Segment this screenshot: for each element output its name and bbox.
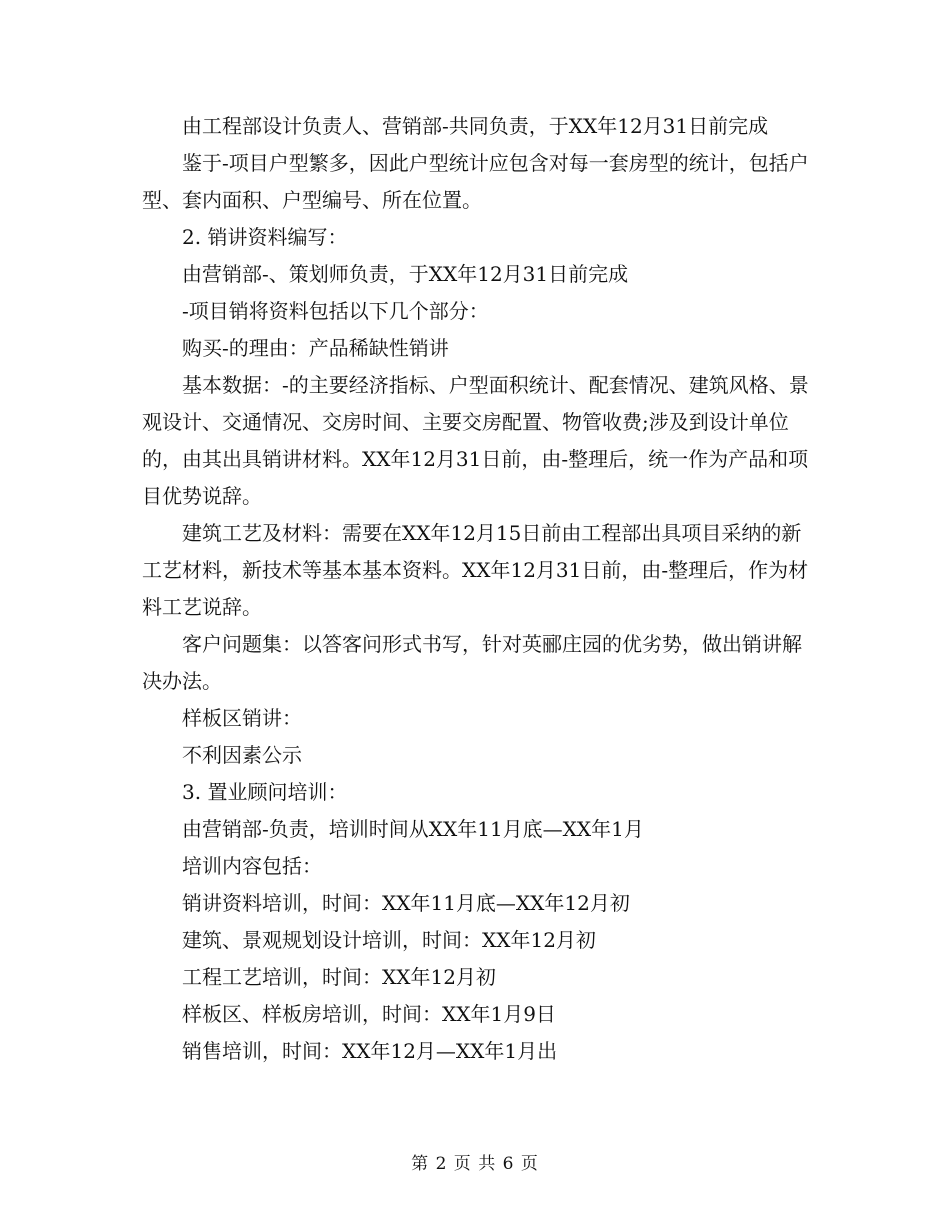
paragraph: 基本数据：-的主要经济指标、户型面积统计、配套情况、建筑风格、景观设计、交通情况、交房时间、主要交房配置、物管收费;涉及到设计单位的，由其出具销讲材料。XX年12月31日前，由-整理后，统一作为产品和项目优势说辞。 [142,373,809,508]
paragraph: 由营销部-负责，培训时间从XX年11月底—XX年1月 [182,817,644,841]
paragraph: 购买-的理由：产品稀缺性销讲 [182,336,449,360]
paragraph: 销售培训，时间：XX年12月—XX年1月出 [182,1039,558,1063]
paragraph: 工程工艺培训，时间：XX年12月初 [182,965,496,989]
paragraph: 样板区、样板房培训，时间：XX年1月9日 [182,1002,556,1026]
paragraph: 客户问题集：以答客问形式书写，针对英郦庄园的优劣势，做出销讲解决办法。 [142,632,802,693]
paragraph: 建筑、景观规划设计培训，时间：XX年12月初 [182,928,596,952]
paragraph: 3. 置业顾问培训： [182,780,348,804]
paragraph: 2. 销讲资料编写： [182,225,348,249]
paragraph: 培训内容包括： [182,854,322,878]
paragraph: 不利因素公示 [182,743,302,767]
paragraph: -项目销将资料包括以下几个部分： [182,299,489,323]
page-number-footer: 第 2 页 共 6 页 [411,1154,539,1174]
paragraph: 鉴于-项目户型繁多，因此户型统计应包含对每一套房型的统计，包括户型、套内面积、户型编号、所在位置。 [142,151,809,212]
paragraph: 样板区销讲： [182,706,302,730]
paragraph: 建筑工艺及材料：需要在XX年12月15日前由工程部出具项目采纳的新工艺材料，新技术等基本基本资料。XX年12月31日前，由-整理后，作为材料工艺说辞。 [142,521,809,619]
document-body [142,108,812,1070]
paragraph: 由营销部-、策划师负责，于XX年12月31日前完成 [182,262,629,286]
paragraph: 销讲资料培训，时间：XX年11月底—XX年12月初 [182,891,630,915]
paragraph: 由工程部设计负责人、营销部-共同负责，于XX年12月31日前完成 [182,114,769,138]
